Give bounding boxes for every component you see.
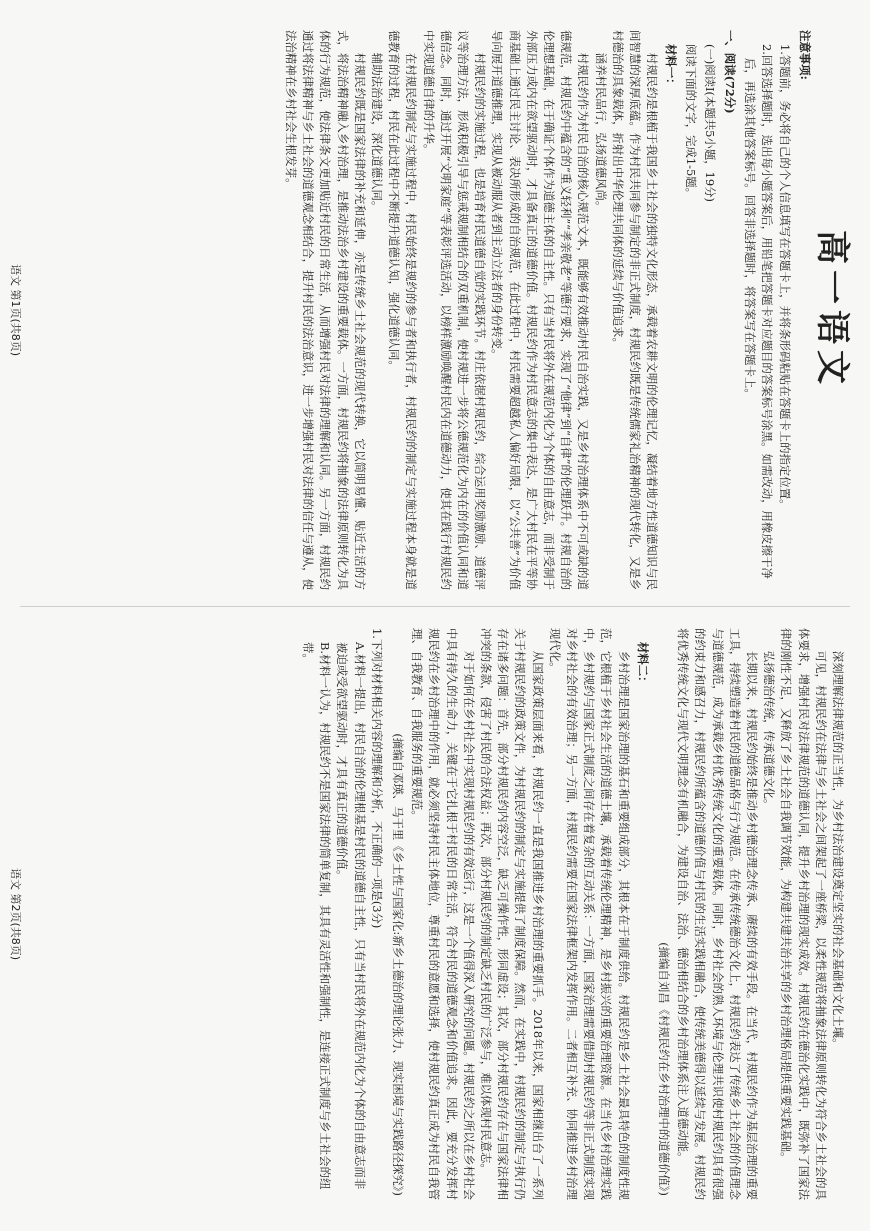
page-2-column <box>24 628 846 1200</box>
material-2-source: (摘编自邓瑛、马干里《乡土性与国家化:新乡土德治的理论张力、现实困境与实践路径探究》) <box>390 733 405 1196</box>
exam-title: 高一语文 <box>812 230 852 390</box>
material-1-source: (摘编自刘昌《村规民约在乡村治理中的道德价值》) <box>656 942 671 1196</box>
material-2-paragraph: 对于如何在乡村社会中实现村规民约的有效运行，这是一个值得深入研究的问题。村规民约之所以在乡村社会中具有持久的生命力，关键在于它扎根于村民的日常生活，符合村民的道德观念和价值追求。因此，要充分发挥村规民约在乡村治理中的作用，就必须坚持村民主体地位，尊重村民的意愿和选择，使村规民约真正成为村民自我管理、自我教育、自我服务的重要规范。 <box>410 628 476 1200</box>
question-1-option: B.材料一认为，村规民约不是国家法律的简单复制，其具有灵活性和强制性，是连接正式制度与乡土社会的纽带。 <box>300 642 333 1190</box>
section-heading: 一、阅读(72分) <box>722 30 737 114</box>
page-divider <box>20 606 850 607</box>
material-2-paragraph: 乡村治理是国家治理的基石和重要组成部分，其根本在于制度供给。村规民约是乡土社会最具特色的制度性规范，它根植于乡村社会生活的道德土壤，承载着传统伦理精神，是乡村振兴的重要治理资源。在当代乡村治理实践中，乡村规约与国家正式制度之间存在着复杂的互动关系：一方面，国家治理需要借助村规民约等非正式制度实现对乡村社会的有效治理；另一方面，村规民约需要在国家法律框架内发挥作用。二者相互补充、协同推进乡村治理现代化。 <box>547 628 631 1200</box>
question-1-option: A.材料一提出，村民自治的伦理根基是村民的道德自主性，只有当村民将外在规范内化为个体的自由意志而非被迫或受欲望驱动时，才具有真正的道德价值。 <box>335 642 367 1190</box>
page-1-column <box>24 30 852 590</box>
material-1-paragraph: 村规民约作为村民自治的核心规范文本，既能够有效推动村民自治实践，又是乡村治理体系中不可或缺的道德规范，村规民约中蕴含的“重义轻利”“孝亲敬老”等德行要求，实现了“他律”到“自律”的伦理跃升。村规自治的伦理想基础，在于确证个体作为道德主体的自主性。只有当村民将外在规范内化为个体的自由意志，而非受制于外部压力或内在欲望驱动时，才具备真正的道德价值。村规民约作为村民意志的集中表达，是广大村民在平等协商基础上通过民主讨论、表决所形成的自治规范，在此过程中，村民需要超越私人偏好局限，以“公共善”为价值导向展开道德推理，实现从被动服从者到主动立法者的身份转变。 <box>490 30 591 590</box>
material-1-paragraph: 涵养村民品行，弘扬道德风尚。 <box>593 52 608 213</box>
question-1: 1.下列对材料相关内容的理解和分析，不正确的一项是(3分) <box>369 628 384 929</box>
note-item: 2.回答选择题时，选出每小题答案后，用铅笔把答题卡对应题目的答案标号涂黑。如需改动，用橡皮擦干净后，再选涂其他答案标号。回答非选择题时，将答案写在答题卡上。 <box>743 44 775 579</box>
material-1-paragraph: 辅助法治建设，深化道德认同。 <box>369 52 384 213</box>
material-1-label: 材料一： <box>664 44 679 90</box>
page-2-footer: 语文 第2页(共8页) <box>9 867 22 961</box>
material-1-paragraph: 村规民约是根植于我国乡土社会的独特文化形态，承载着农耕文明的伦理记忆，凝结着地方性道德知识与民间智慧的深厚底蕴。作为村民共同参与制定的非正式制度，村规民约既是传统儒家礼治精神的现代转化，又是乡村德治的具象载体，折射出中华伦理共同体的延续与价值追求。 <box>610 30 660 590</box>
material-2-label: 材料二： <box>635 642 650 688</box>
material-1-continued-paragraph: 长期以来，村规民约始终是推动乡村德治理念传承、赓续的有效手段。在当代，村规民约作为基层治理的重要工具，持续塑造着村民的道德品格与行为规范。在传承传统德治文化上，村规民约表达了传统乡土社会的价值理念与道德规范，成为承载乡村优秀传统文化的重要载体。同时，乡村社会的熟人环境与伦理共识使村规民约具有很强的约束力和感召力，村规民约所蕴含的道德价值与村民的生活实践相融合，使传统美德得以延续与发展。村规民约将优秀传统文化与现代文明理念有机融合，为建设自治、法治、德治相结合的乡村治理体系注入道德动能。 <box>676 628 759 1200</box>
material-1-paragraph: 在村规民约制定与实施过程中，村民始终是规约的参与者和执行者，村规民约的制定与实施过程本身就是道德教育的过程，村民在此过程中不断提升道德认知，强化道德认同。 <box>387 30 419 590</box>
material-1-continued-paragraph: 深刻理解法律规范的正当性，为乡村法治建设奠定坚实的社会基础和文化土壤。 <box>831 650 845 1050</box>
material-2-paragraph: 从国家政策层面来看，村规民约一直是我国推进乡村治理的重要抓手。2018年以来，国家相继出台了一系列关于村规民约的政策文件，为村规民约的制定与实施提供了制度保障。然而，在实践中，村规民约的制定与执行仍存在诸多问题：首先，部分村规民约内容空泛，缺乏可操作性，形同虚设；其次，部分村规民约存在与国家法律相冲突的条款，侵害了村民的合法权益；再次，部分村规民约的制定缺乏村民的广泛参与，难以体现村民意志。 <box>478 628 545 1200</box>
subsection-heading: (一)阅读Ⅰ(本题共5小题，19分) <box>702 44 717 202</box>
material-1-continued-paragraph: 可见，村规民约在法律与乡土社会之间架起了一座桥梁，以柔性规范将抽象法律原则转化为符合乡土社会的具体要求，增强村民对法律规范的道德认同，提升乡村治理的现实成效。村规民约在德治化实践中，既弥补了国家法律的刚性不足，又释放了乡土社会自我调节效能，为构建共建共治共享的乡村治理格局提供重要实践基础。 <box>779 628 828 1200</box>
page-1-footer: 语文 第1页(共8页) <box>9 263 22 357</box>
notes-heading: 注意事项: <box>797 30 812 80</box>
material-1-paragraph: 村规民约既是国家法律的补充和延伸，亦是传统乡土社会规范的现代转换，它以简明易懂、贴近生活的方式，将法治精神融入乡村治理，是推动法治乡村建设的重要载体。一方面，村规民约将抽象的法律原则转化为具体的行为规范，使法律条文更加贴近村民的日常生活，从而增强村民对法律的理解和认同。另一方面，村规民约通过将法律精神与乡土社会的道德观念相结合，提升村民的法治意识，进一步增强村民对法律的信任与遵从，使法治精神在乡村社会生根发芽。 <box>283 30 367 590</box>
material-1-paragraph: 村规民约的实施过程，也是培育村民道德自觉的实践环节。村庄依据村规民约，综合运用奖励激励、道德评议等治理方法，形成积极引导与惩戒规制相结合的双重机制，使村规进一步将公德规范化为内在的价值认同和道德信念。同时，通过开展“文明家庭”等表彰评选活动，以榜样激励唤醒村民内在道德动力，使其在践行村规民约中实现道德自律的升华。 <box>421 30 488 590</box>
reading-instruction: 阅读下面的文字，完成1-5题。 <box>683 44 698 200</box>
note-item: 1.答题前，务必将自己的个人信息填写在答题卡上，并将条形码粘贴在答题卡上的指定位置。 <box>777 44 792 511</box>
material-1-continued-paragraph: 弘扬德治传统，传承道德文化。 <box>762 650 777 811</box>
